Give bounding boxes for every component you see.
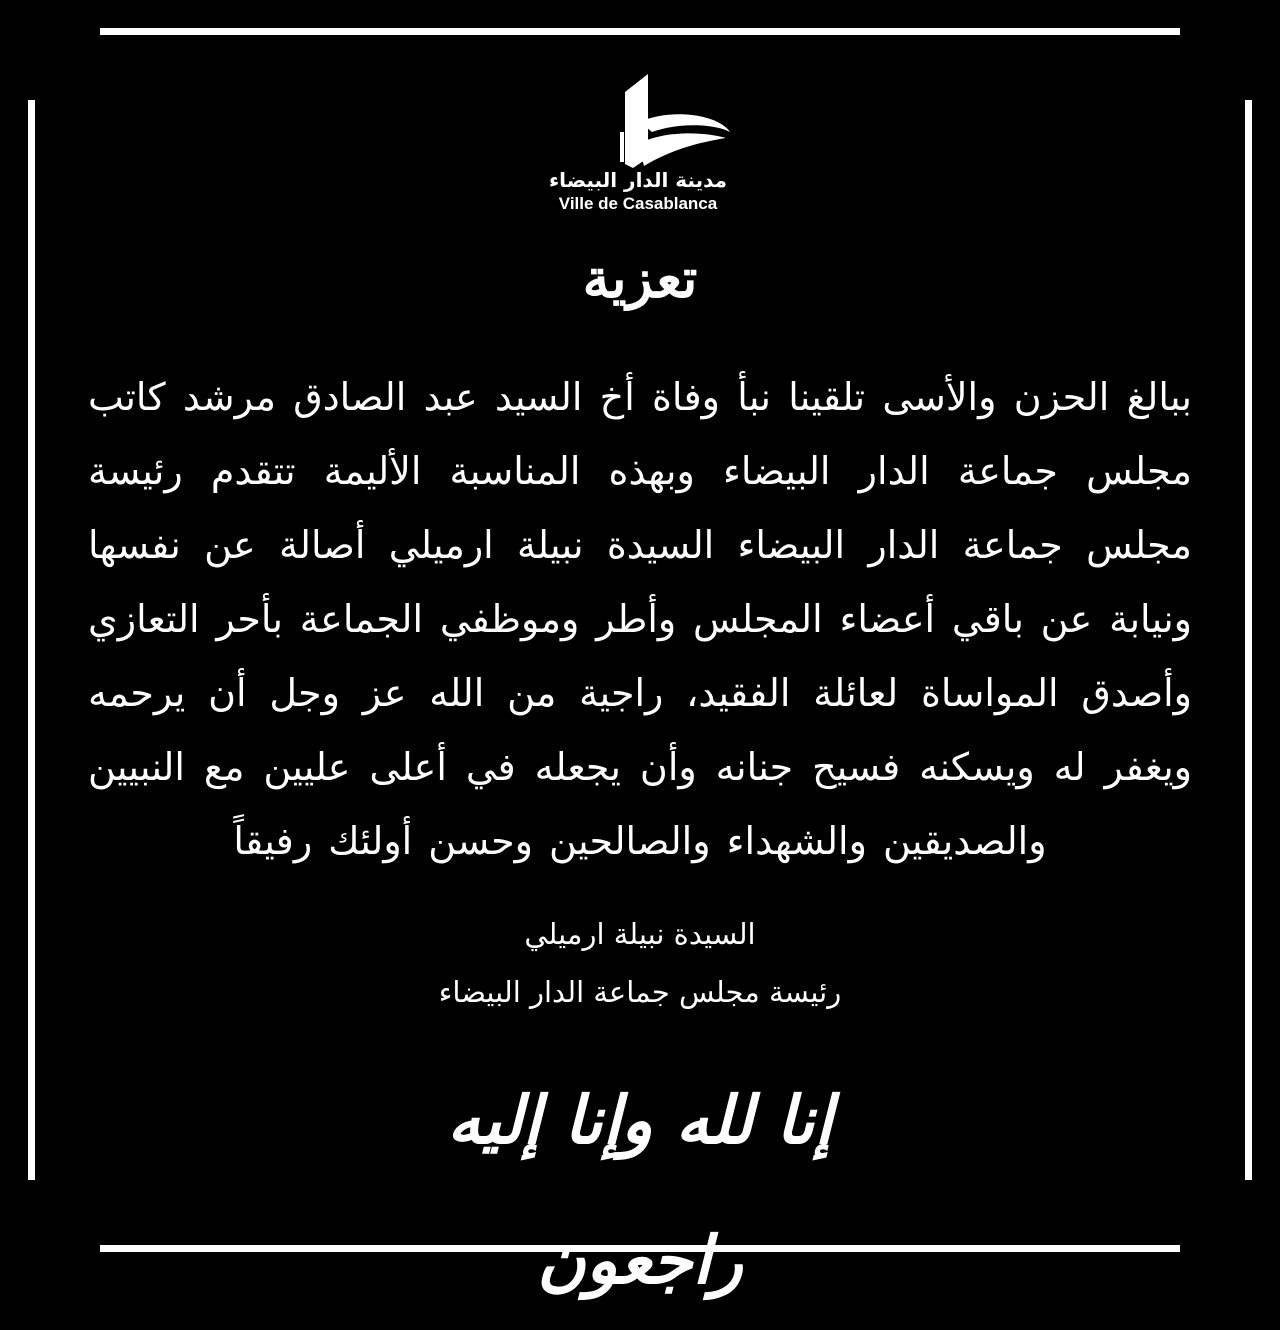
frame-left-border [28,100,35,1180]
closing-verse-calligraphy: إنا لله وإنا إليه راجعون [447,1081,833,1299]
signature-name: السيدة نبيلة ارميلي [524,917,756,951]
logo-french-name: Ville de Casablanca [558,194,718,213]
frame-top-border [100,28,1180,35]
condolence-message: ببالغ الحزن والأسى تلقينا نبأ وفاة أخ السيد عبد الصادق مرشد كاتب مجلس جماعة الدار البيضاء وبهذه المناسبة الأليمة تتقدم رئيسة مجلس جماعة الدار البيضاء السيدة نبيلة ارميلي أصالة عن نفسها ونيابة عن باقي أعضاء المجلس وأطر وموظفي الجماعة بأحر التعازي وأصدق المواساة لعائلة الفقيد، راجية من الله عز وجل أن يرحمه ويغفر له ويسكنه فسيح جنانه وأن يجعله في أعلى عليين مع النبيين والصديقين والشهداء والصالحين وحسن أولئك رفيقاً [88,375,1192,863]
signature-position: رئيسة مجلس جماعة الدار البيضاء [438,975,842,1009]
page-title: تعزية [582,246,698,310]
signature-block [340,905,940,1021]
frame-right-border [1245,100,1252,1180]
logo-arabic-name: مدينة الدار البيضاء [548,168,728,192]
